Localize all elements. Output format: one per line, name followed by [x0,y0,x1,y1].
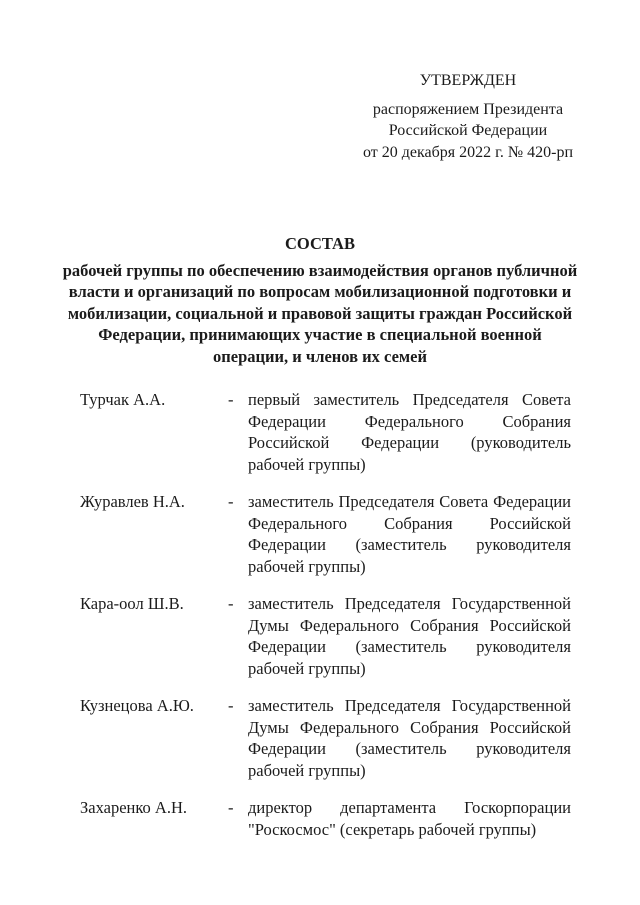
member-name: Кара-оол Ш.В. [80,594,184,613]
approval-stamp: УТВЕРЖДЕН [419,72,517,89]
document-subtitle: рабочей группы по обеспечению взаимодействия органов публичной власти и организаций по вопросам мобилизационной подготовки и мобилизации, социальной и правовой защиты граждан Российской Федерации, принимающих участие в специальной военной операции, и членов их семей [62,260,578,366]
member-role: заместитель Председателя Государственной Думы Федерального Собрания Российской Федерации (заместитель руководителя рабочей группы) [248,696,571,780]
member-name: Захаренко А.Н. [80,798,187,817]
members-list [0,389,640,840]
approval-by: распоряжением Президента [372,100,564,118]
member-row [80,389,640,475]
member-role: заместитель Председателя Государственной Думы Федерального Собрания Российской Федерации (заместитель руководителя рабочей группы) [248,594,571,678]
approval-block [350,70,586,163]
member-role: директор департамента Госкорпорации "Роскосмос" (секретарь рабочей группы) [248,798,571,839]
member-name: Журавлев Н.А. [80,492,185,511]
member-row [80,491,640,577]
document-title: СОСТАВ [285,234,355,253]
member-row [80,695,640,781]
member-name: Кузнецова А.Ю. [80,696,194,715]
member-dash: - [228,696,234,715]
approval-date-number: от 20 декабря 2022 г. № 420-рп [362,143,574,161]
member-row [80,593,640,679]
member-role: заместитель Председателя Совета Федерации Федерального Собрания Российской Федерации (заместитель руководителя рабочей группы) [248,492,571,576]
member-dash: - [228,492,234,511]
member-dash: - [228,798,234,817]
member-dash: - [228,594,234,613]
approval-authority: Российской Федерации [388,122,548,139]
member-dash: - [228,390,234,409]
member-role: первый заместитель Председателя Совета Федерации Федерального Собрания Российской Федерации (руководитель рабочей группы) [248,390,571,474]
member-row [80,797,640,840]
document-body [0,233,640,856]
member-name: Турчак А.А. [80,390,166,409]
